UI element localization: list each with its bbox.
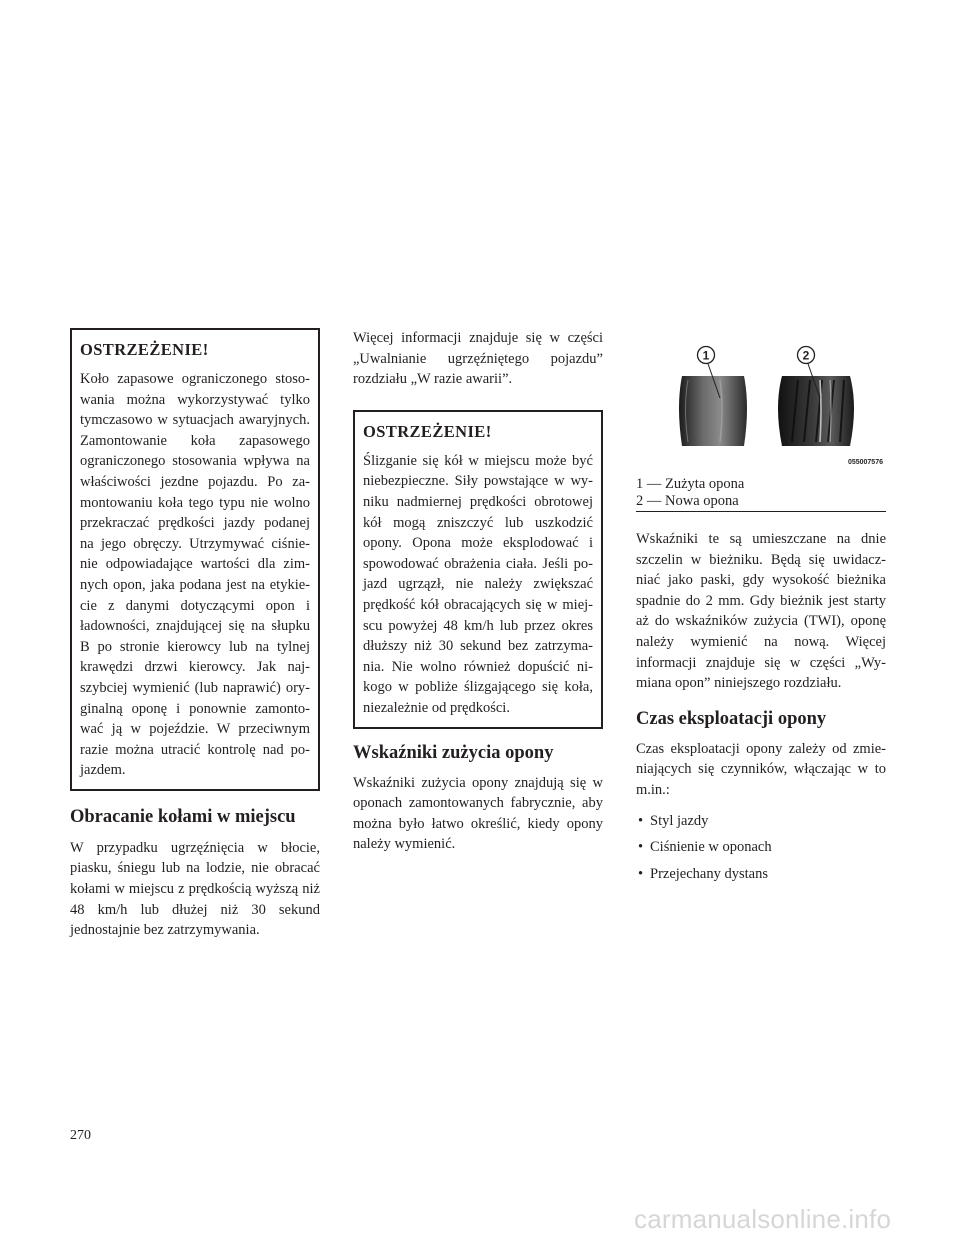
bullet-list — [636, 811, 886, 885]
paragraph-wear-indicators: Wskaźniki zużycia opony znajdują się w oponach zamontowanych fabrycznie, aby można było łatwo określić, kiedy opony należy wymienić. — [353, 774, 603, 853]
section-heading-spinning: Obracanie kołami w miejscu — [70, 806, 296, 827]
warning-box-wheel-spin — [353, 410, 603, 729]
worn-tire — [679, 376, 747, 446]
warning-text: Koło zapasowe ograniczonego stoso-wania można wykorzystywać tylko tymczasowo w sytuacjach awaryjnych. Zamontowanie koła zapasowego ograniczonego stosowania wpływa na właściwości jezdne pojazdu. Po za-montowaniu koła tego typu nie wolno przekraczać prędkości jazdy podanej na jego obręczy. Utrzymywać ciśnie-nie odpowiadające wartości dla zim-nych opon, jaka podana jest na etykie-cie z danymi dotyczącymi opon i ładowności, znajdującej się na słupku B po stronie kierowcy lub na tylnej krawędzi drzwi kierowcy. Jak naj-szybciej wymienić (lub naprawić) ory-ginalną oponę i ponownie zamonto-wać ją w pojeździe. W przeciwnym razie można utracić kontrolę nad po-jazdem. — [80, 371, 310, 779]
callout-label-1: 1 — [702, 348, 710, 363]
list-item: • Przejechany dystans — [636, 864, 886, 885]
figure-caption — [636, 476, 886, 512]
figure-code: 055007576 — [847, 459, 883, 466]
tire-illustration — [636, 336, 886, 466]
page-number: 270 — [70, 1128, 91, 1143]
bullet-glyph: • — [638, 839, 644, 856]
caption-new-tire: 2 — Nowa opona — [636, 493, 886, 512]
column-left — [70, 328, 320, 941]
caption-worn-tire: 1 — Zużyta opona — [636, 476, 745, 492]
column-right — [636, 336, 886, 884]
warning-text: Ślizganie się kół w miejscu może być niebezpieczne. Siły powstające w wy-niku nadmiernej prędkości obrotowej kół mogą zniszczyć lub uszkodzić opony. Opona może eksplodować i spowodować obrażenia ciała. Jeśli po-jazd ugrzązł, nie należy zwiększać prędkość kół obracających się w miej-scu powyżej 48 km/h lub przez okres dłuższy niż 30 sekund bez zatrzyma-nia. Nie wolno również dopuścić ni-kogo w pobliże ślizgającego się koła, niezależnie od prędkości. — [363, 452, 593, 716]
list-item: • Ciśnienie w oponach — [636, 837, 886, 858]
warning-title: OSTRZEŻENIE! — [363, 421, 492, 441]
warning-title: OSTRZEŻENIE! — [80, 340, 209, 359]
paragraph-spinning: W przypadku ugrzęźnięcia w błocie, piasku, śniegu lub na lodzie, nie obracać kołami w miejscu z prędkością wyższą niż 48 km/h lub dłużej niż 30 sekund jednostajnie bez zatrzymywania. — [70, 839, 320, 939]
paragraph-more-info: Więcej informacji znajduje się w części „Uwalnianie ugrzęźniętego pojazdu” rozdziału „W razie awarii”. — [353, 330, 603, 388]
warning-box-spare-tire — [70, 328, 320, 791]
bullet-glyph: • — [638, 812, 644, 829]
paragraph-tire-life: Czas eksploatacji opony zależy od zmie-niających się czynników, włączając w to m.in.: — [636, 740, 886, 798]
callout-label-2: 2 — [802, 348, 810, 363]
list-item: • Styl jazdy — [636, 811, 886, 832]
section-heading-tire-life: Czas eksploatacji opony — [636, 708, 827, 729]
watermark: carmanualsonline.info — [634, 1204, 892, 1234]
column-middle — [353, 328, 603, 855]
section-heading-wear-indicators: Wskaźniki zużycia opony — [353, 742, 554, 763]
paragraph-indicator-location: Wskaźniki te są umieszczane na dnie szczelin w bieżniku. Będą się uwidacz-niać jako paski, gdy wysokość bieżnika spadnie do 2 mm. Gdy bieżnik jest starty aż do wskaźników zużycia (TWI), oponę należy wymienić na nową. Więcej informacji znajduje się w części „Wy-miana opon” niniejszego rozdziału. — [636, 531, 886, 692]
tire-wear-figure — [636, 336, 886, 466]
bullet-glyph: • — [638, 865, 644, 882]
